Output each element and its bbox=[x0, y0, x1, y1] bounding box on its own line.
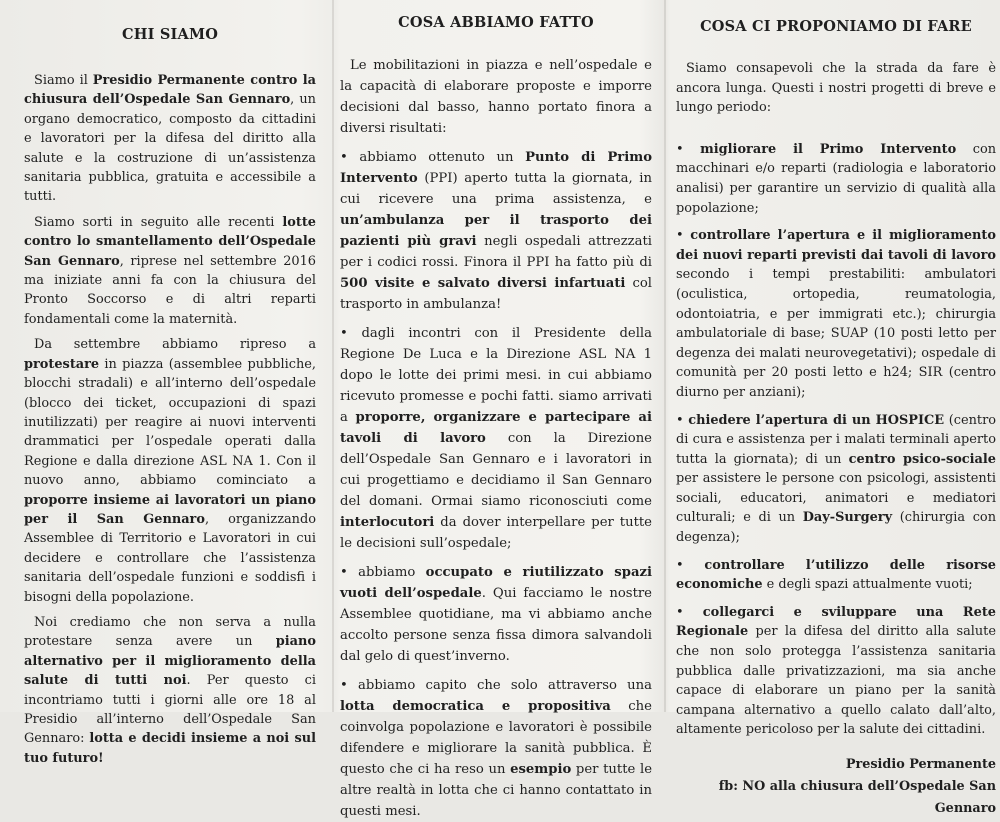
section-title: COSA CI PROPONIAMO DI FARE bbox=[700, 18, 972, 35]
paragraph: Siamo il Presidio Permanente contro la chiusura dell’Ospedale San Gennaro, un organo democratico, composto da cittadini e lavoratori per la difesa del diritto alla salute e la costruzione di un’assistenza sanitaria pubblica, gratuita e accessibile a tutti. bbox=[24, 73, 316, 205]
paragraph: Da settembre abbiamo ripreso a protestare in piazza (assemblee pubbliche, blocchi stradali) e all’interno dell’ospedale (blocco dei ticket, occupazioni di spazi inutilizzati) per reagire ai nuovi interventi drammatici per l’ospedale operati dalla Regione e dalla direzione ASL NA 1. Con il nuovo anno, abbiamo cominciato a proporre insieme ai lavoratori un piano per il San Gennaro, organizzando Assemblee di Territorio e Lavoratori in cui decidere e controllare che l’assistenza sanitaria dell’ospedale funzioni e soddisfi i bisogni della popolazione. bbox=[24, 337, 316, 605]
list-item: • controllare l’utilizzo delle risorse economiche e degli spazi attualmente vuoti; bbox=[676, 557, 996, 593]
signature-name: Presidio Permanente bbox=[845, 757, 996, 772]
column-cosa-abbiamo-fatto bbox=[334, 0, 662, 819]
paragraph: Noi crediamo che non serva a nulla protestare senza avere un piano alternativo per il miglioramento della salute di tutti noi. Per questo ci incontriamo tutti i giorni alle ore 18 al Presidio all’interno dell’Ospedale San Gennaro: lotta e decidi insieme a noi sul tuo futuro! bbox=[24, 614, 316, 766]
list-item: • collegarci e sviluppare una Rete Regionale per la difesa del diritto alla salute che non solo protegga l’assistenza sanitaria pubblica dalle privatizzazioni, ma sia anche capace di elaborare un piano per la sanità campana alternativo a quello calato dall’alto, altamente pericoloso per la salute dei cittadini. bbox=[676, 604, 997, 738]
list-item: • abbiamo occupato e riutilizzato spazi vuoti dell’ospedale. Qui facciamo le nostre Assemblee quotidiane, ma vi abbiamo anche accolto persone senza fissa dimora salvandoli dal gelo di quest’inverno. bbox=[340, 565, 653, 664]
column-cosa-ci-proponiamo bbox=[666, 0, 1000, 816]
facebook-reference: fb: NO alla chiusura dell’Ospedale San Gennaro bbox=[718, 779, 996, 816]
list-item: • abbiamo ottenuto un Punto di Primo Intervento (PPI) aperto tutta la giornata, in cui ricevere una prima assistenza, e un’ambulanza per il trasporto dei pazienti più gravi negli ospedali attrezzati per i codici rossi. Finora il PPI ha fatto più di 500 visite e salvato diversi infartuati col trasporto in ambulanza! bbox=[340, 150, 653, 312]
paragraph: Le mobilitazioni in piazza e nell’ospedale e la capacità di elaborare proposte e imporre decisioni dal basso, hanno portato finora a diversi risultati: bbox=[340, 58, 652, 136]
section-title: CHI SIAMO bbox=[121, 26, 219, 43]
list-item: • dagli incontri con il Presidente della Regione De Luca e la Direzione ASL NA 1 dopo le lotte dei primi mesi. in cui abbiamo ricevuto promesse e pochi fatti. siamo arrivati a proporre, organizzare e partecipare ai tavoli di lavoro con la Direzione dell’Ospedale San Gennaro e i lavoratori in cui progettiamo e decidiamo il San Gennaro del domani. Ormai siamo riconosciuti come interlocutori da dover interpellare per tutte le decisioni sull’ospedale; bbox=[340, 326, 652, 551]
section-title: COSA ABBIAMO FATTO bbox=[398, 14, 594, 31]
paragraph: Siamo sorti in seguito alle recenti lotte contro lo smantellamento dell’Ospedale San Gennaro, riprese nel settembre 2016 ma iniziate anni fa con la chiusura del Pronto Soccorso e di altri reparti fondamentali come la maternità. bbox=[24, 214, 317, 327]
paragraph: Siamo consapevoli che la strada da fare è ancora lunga. Questi i nostri progetti di breve e lungo periodo: bbox=[676, 61, 996, 116]
list-item: • controllare l’apertura e il miglioramento dei nuovi reparti previsti dai tavoli di lavoro secondo i tempi prestabiliti: ambulatori (oculistica, ortopedia, reumatologia, odontoiatria, e per immigrati etc.); chirurgia ambulatoriale di base; SUAP (10 posti letto per degenza dei malati neurovegetativi); ospedale di comunità per 20 posti letto e h24; SIR (centro diurno per anziani); bbox=[676, 228, 996, 400]
list-item: • chiedere l’apertura di un HOSPICE (centro di cura e assistenza per i malati terminali aperto tutta la giornata); di un centro psico-sociale per assistere le persone con psicologi, assistenti sociali, educatori, animatori e mediatori culturali; e di un Day-Surgery (chirurgia con degenza); bbox=[676, 412, 997, 546]
signature bbox=[676, 754, 996, 820]
column-chi-siamo bbox=[0, 0, 330, 766]
list-item: • abbiamo capito che solo attraverso una lotta democratica e propositiva che coinvolga popolazione e lavoratori è possibile difendere e migliorare la sanità pubblica. È questo che ci ha reso un esempio per tutte le altre realtà in lotta che ci hanno contattato in questi mesi. bbox=[340, 678, 652, 819]
list-item: • migliorare il Primo Intervento con macchinari e/o reparti (radiologia e laboratorio analisi) per garantire un servizio di qualità alla popolazione; bbox=[676, 141, 997, 216]
